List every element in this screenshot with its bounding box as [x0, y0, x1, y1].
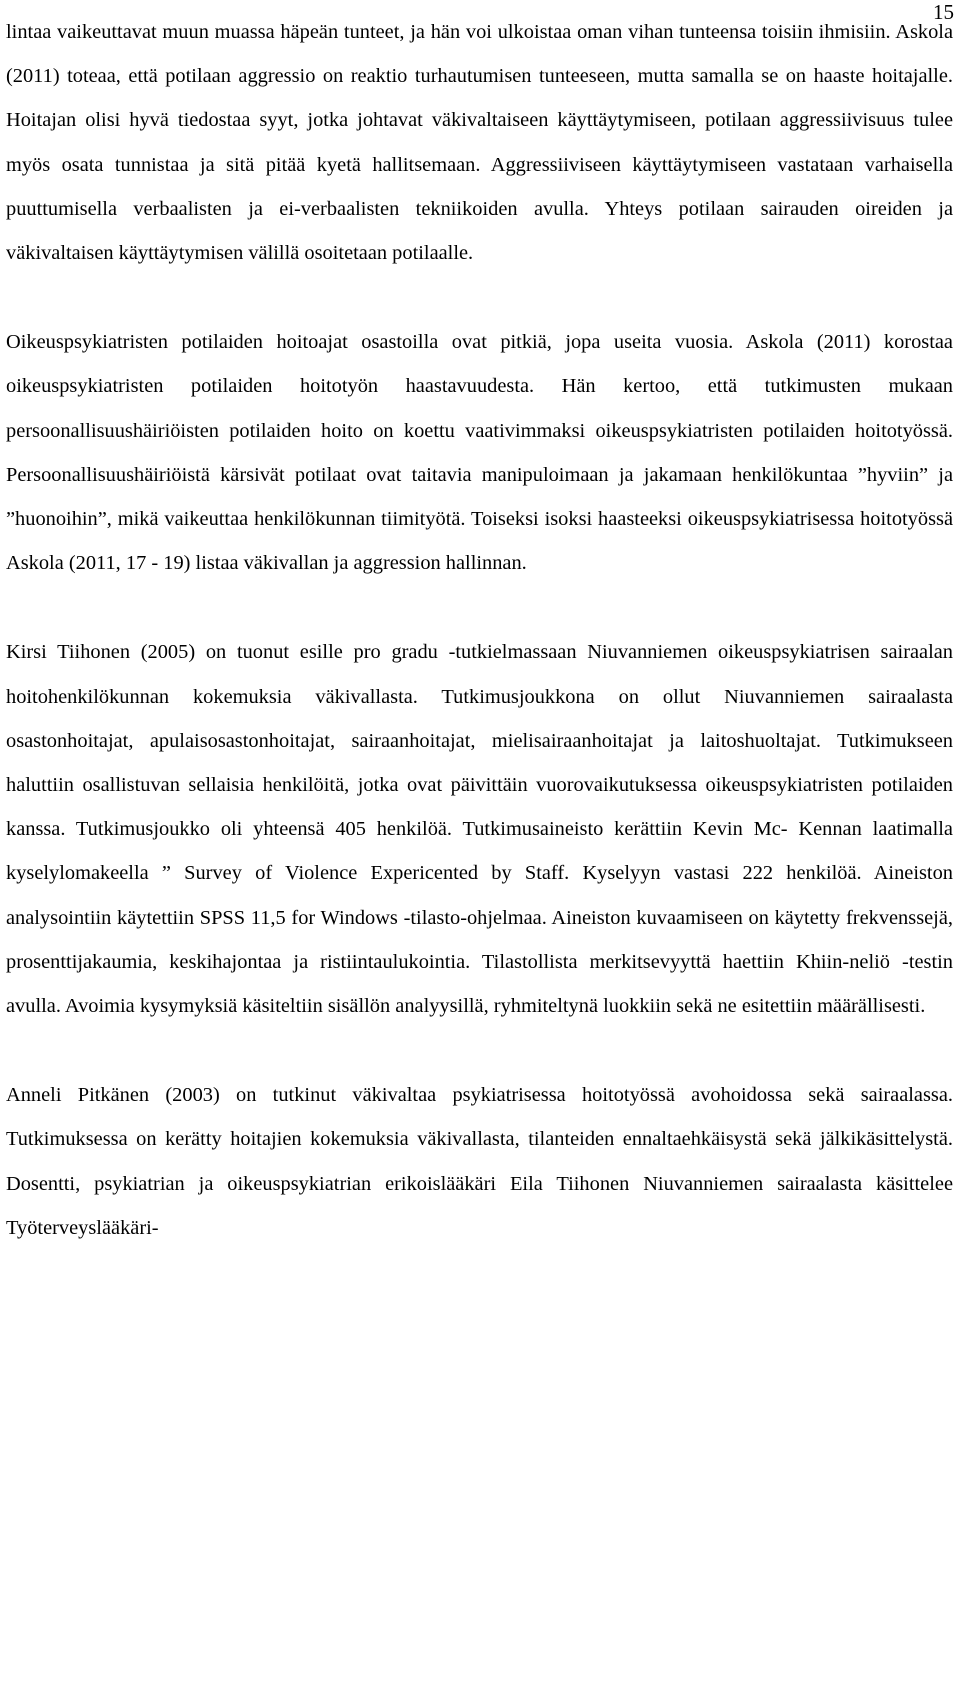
- paragraph-pitkanen-study: Anneli Pitkänen (2003) on tutkinut väkivaltaa psykiatrisessa hoitotyössä avohoidossa sekä sairaalassa. Tutkimuksessa on kerätty hoitajien kokemuksia väkivallasta, tilanteiden ennaltaehkäisystä sekä jälkikäsittelystä. Dosentti, psykiatrian ja oikeuspsykiatrian erikoislääkäri Eila Tiihonen Niuvanniemen sairaalasta käsittelee Työterveyslääkäri-: [6, 1084, 953, 1239]
- paragraph-aggression: lintaa vaikeuttavat muun muassa häpeän tunteet, ja hän voi ulkoistaa oman vihan tunteensa toisiin ihmisiin. Askola (2011) toteaa, että potilaan aggressio on reaktio turhautumisen tunteeseen, mutta samalla se on haaste hoitajalle. Hoitajan olisi hyvä tiedostaa syyt, jotka johtavat väkivaltaiseen käyttäytymiseen, potilaan aggressiivisuus tulee myös osata tunnistaa ja sitä pitää kyetä hallitsemaan. Aggressiiviseen käyttäytymiseen vastataan varhaisella puuttumisella verbaalisten ja ei-verbaalisten tekniikoiden avulla. Yhteys potilaan sairauden oireiden ja väkivaltaisen käyttäytymisen välillä osoitetaan potilaalle.: [6, 21, 953, 265]
- paragraph-tiihonen-study: Kirsi Tiihonen (2005) on tuonut esille pro gradu -tutkielmassaan Niuvanniemen oikeuspsykiatrisen sairaalan hoitohenkilökunnan kokemuksia väkivallasta. Tutkimusjoukkona on ollut Niuvanniemen sairaalasta osastonhoitajat, apulaisosastonhoitajat, sairaanhoitajat, mielisairaanhoitajat ja laitoshuoltajat. Tutkimukseen haluttiin osallistuvan sellaisia henkilöitä, jotka ovat päivittäin vuorovaikutuksessa oikeuspsykiatristen potilaiden kanssa. Tutkimusjoukko oli yhteensä 405 henkilöä. Tutkimusaineisto kerättiin Kevin Mc- Kennan laatimalla kyselylomakeella ” Survey of Violence Expericented by Staff. Kyselyyn vastasi 222 henkilöä. Aineiston analysointiin käytettiin SPSS 11,5 for Windows -tilasto-ohjelmaa. Aineiston kuvaamiseen on käytetty frekvenssejä, prosenttijakaumia, keskihajontaa ja ristiintaulukointia. Tilastollista merkitsevyyttä haettiin Khiin-neliö -testin avulla. Avoimia kysymyksiä käsiteltiin sisällön analyysillä, ryhmiteltynä luokkiin sekä ne esitettiin määrällisesti.: [6, 641, 953, 1018]
- paragraph-spacer: [6, 1028, 953, 1073]
- page-number: 15: [933, 0, 954, 24]
- paragraph-spacer: [6, 275, 953, 320]
- paragraph-forensic-care: Oikeuspsykiatristen potilaiden hoitoajat osastoilla ovat pitkiä, jopa useita vuosia. Askola (2011) korostaa oikeuspsykiatristen potilaiden hoitotyön haastavuudesta. Hän kertoo, että tutkimusten mukaan persoonallisuushäiriöisten potilaiden hoito on koettu vaativimmaksi oikeuspsykiatristen potilaiden hoitotyössä. Persoonallisuushäiriöistä kärsivät potilaat ovat taitavia manipuloimaan ja jakamaan henkilökuntaa ”hyviin” ja ”huonoihin”, mikä vaikeuttaa henkilökunnan tiimityötä. Toiseksi isoksi haasteeksi oikeuspsykiatrisessa hoitotyössä Askola (2011, 17 - 19) listaa väkivallan ja aggression hallinnan.: [6, 331, 953, 575]
- document-body: [6, 10, 953, 1250]
- paragraph-spacer: [6, 585, 953, 630]
